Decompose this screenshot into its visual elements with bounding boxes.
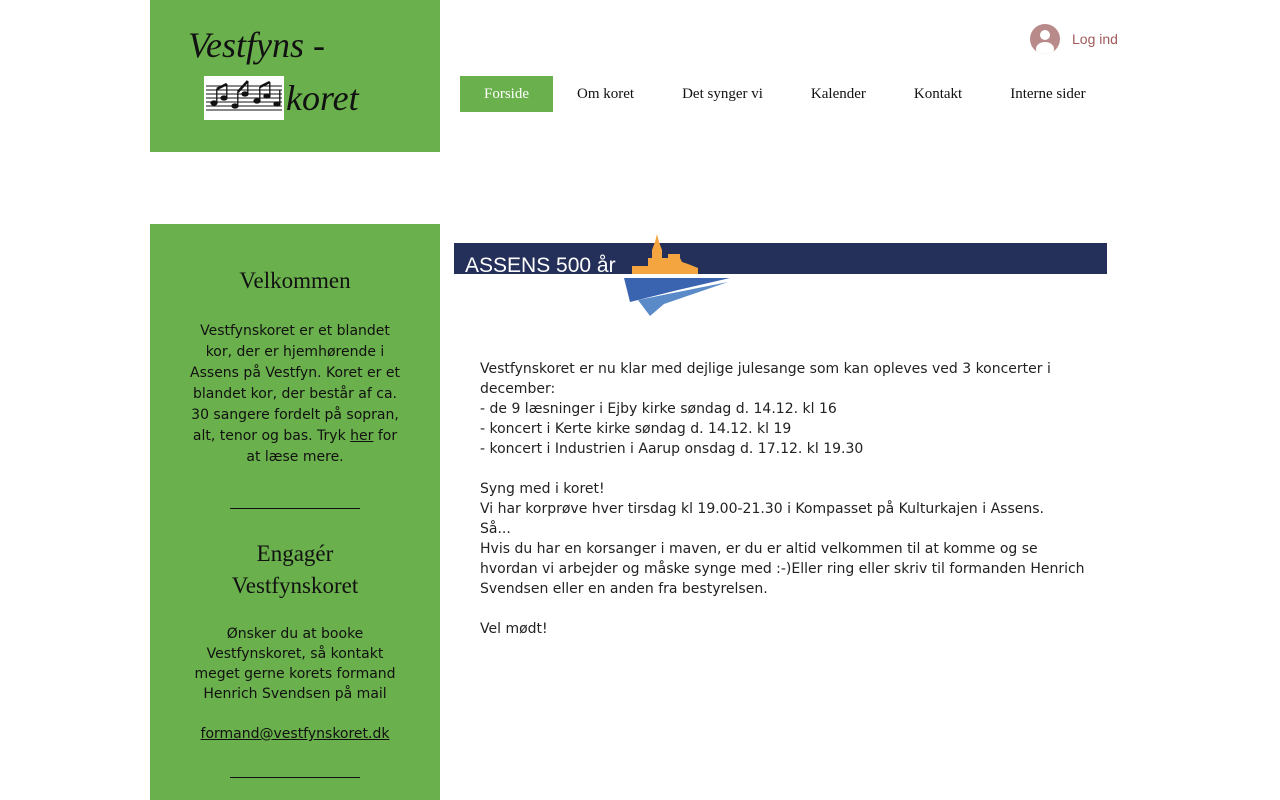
content-line: Syng med i koret!	[480, 481, 605, 497]
banner-title: ASSENS 500 år	[465, 254, 616, 277]
assens-500-banner	[454, 230, 1107, 320]
login-label: Log ind	[1072, 31, 1118, 47]
logo-title-line2: koret	[286, 78, 359, 118]
sidebar	[150, 224, 440, 800]
logo-title-line2-wrap	[204, 76, 359, 120]
nav-item-det-synger-vi[interactable]: Det synger vi	[682, 86, 763, 102]
nav-item-forside[interactable]: Forside	[460, 76, 553, 112]
content-line	[480, 599, 1095, 619]
main-nav	[460, 76, 1110, 112]
welcome-text	[190, 321, 400, 468]
content-line: Så...	[480, 521, 511, 537]
content-line: - de 9 læsninger i Ejby kirke søndag d. 14.12. kl 16	[480, 401, 837, 417]
nav-item-kalender[interactable]: Kalender	[810, 86, 866, 102]
sidebar-divider-2	[230, 777, 360, 778]
content-line: Hvis du har en korsanger i maven, er du er altid velkommen til at komme og se hvordan vi arbejder og måske synge med :-)Eller ring eller skriv til formanden Henrich Svendsen eller en anden fra bestyrelsen.	[480, 541, 1085, 597]
engage-heading-line1: Engagér	[256, 541, 334, 566]
nav-item-interne-sider[interactable]: Interne sider	[1010, 86, 1086, 102]
content-line: - koncert i Kerte kirke søndag d. 14.12. kl 19	[480, 421, 792, 437]
welcome-heading: Velkommen	[239, 268, 351, 293]
site-logo[interactable]	[150, 0, 440, 152]
content-line: - koncert i Industrien i Aarup onsdag d. 17.12. kl 19.30	[480, 441, 864, 457]
welcome-text-after: for at læse mere.	[246, 428, 398, 465]
engage-text: Ønsker du at booke Vestfynskoret, så kontakt meget gerne korets formand Henrich Svendsen på mail	[194, 626, 396, 702]
main-content	[480, 359, 1095, 639]
user-avatar-icon	[1030, 24, 1060, 54]
logo-title-line1: Vestfyns -	[188, 25, 325, 65]
nav-item-kontakt[interactable]: Kontakt	[913, 86, 963, 102]
assens-town-logo-icon	[624, 230, 730, 320]
content-line	[480, 459, 1095, 479]
login-button[interactable]	[1030, 24, 1118, 54]
content-line: Vi har korprøve hver tirsdag kl 19.00-21.30 i Kompasset på Kulturkajen i Assens.	[480, 501, 1044, 517]
engage-heading-line2: Vestfynskoret	[231, 573, 359, 598]
content-line: Vel mødt!	[480, 621, 548, 637]
content-line: Vestfynskoret er nu klar med dejlige julesange som kan opleves ved 3 koncerter i december:	[480, 361, 1051, 397]
email-link[interactable]: formand@vestfynskoret.dk	[200, 726, 390, 742]
music-notes-icon	[204, 76, 284, 120]
nav-item-om-koret[interactable]: Om koret	[577, 86, 635, 102]
sidebar-divider	[230, 508, 360, 509]
welcome-text-before: Vestfynskoret er et blandet kor, der er hjemhørende i Assens på Vestfyn. Koret er et blandet kor, der består af ca. 30 sangere fordelt på sopran, alt, tenor og bas. Tryk	[190, 323, 400, 444]
read-more-link[interactable]: her	[350, 428, 374, 444]
